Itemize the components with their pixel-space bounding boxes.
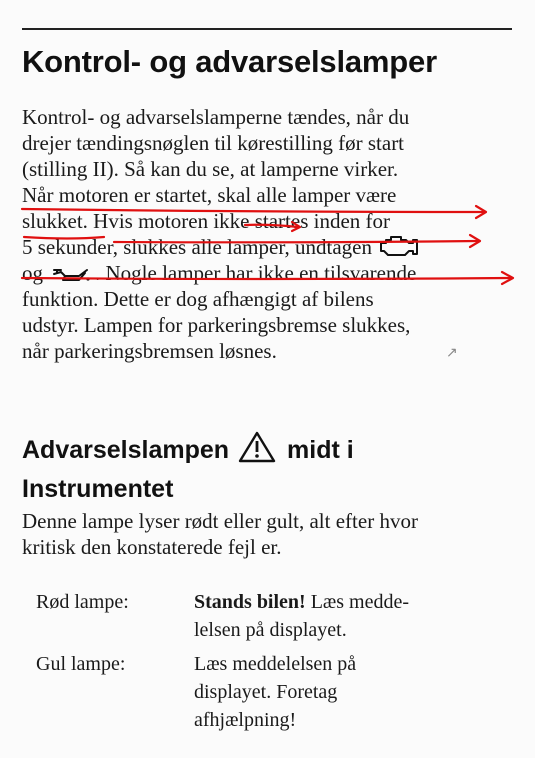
intro-paragraph [22,104,512,364]
stray-arrow-mark: ↗ [446,344,458,360]
table-row-yellow [36,650,506,740]
warning-triangle-icon [237,430,277,473]
yellow-lamp-label: Gul lampe: [36,653,126,675]
intro-line-2: drejer tændingsnøglen til kørestilling før start [22,131,405,155]
intro-line-6 [22,234,512,260]
page-title: Kontrol- og advarselslamper [22,44,437,79]
yellow-lamp-value-line-3: afhjælpning! [194,709,297,731]
section-line-1: Denne lampe lyser rødt eller gult, alt efter hvor [22,509,418,533]
intro-line-7b: . Nogle lamper har ikke en tilsvarende [95,261,417,285]
intro-line-9: udstyr. Lampen for parkeringsbremse slukkes, [22,313,411,337]
red-lamp-value-line-1 [194,588,506,616]
table-row-red [36,588,506,650]
yellow-lamp-value [194,650,506,734]
yellow-lamp-value-line-1: Læs meddelelsen på [194,653,357,675]
red-lamp-value-line-2: lelsen på displayet. [194,619,347,641]
section-heading-part-2: midt i [287,436,354,464]
intro-line-3: (stilling II). Så kan du se, at lamperne virker. [22,157,399,181]
yellow-lamp-value-line-2: displayet. Foretag [194,681,338,703]
red-lamp-emphasis: Stands bilen! [194,591,306,613]
intro-line-5: slukket. Hvis motoren ikke startes inden for [22,209,391,233]
intro-line-7a: og [22,261,43,285]
section-heading-line-2: Instrumentet [22,475,174,503]
top-rule [22,28,512,30]
intro-line-4: Når motoren er startet, skal alle lamper være [22,183,397,207]
intro-line-1: Kontrol- og advarselslamperne tændes, når du [22,105,410,129]
intro-line-6-text: 5 sekunder, slukkes alle lamper, undtagen [22,235,372,259]
section-heading-part-1: Advarselslampen [22,436,230,464]
red-lamp-text-1: Læs medde- [305,591,410,613]
red-lamp-label: Rød lampe: [36,591,129,613]
section-line-2: kritisk den konstaterede fejl er. [22,535,282,559]
red-lamp-value [194,588,506,644]
section-paragraph [22,508,512,560]
section-heading-line-1 [22,430,354,473]
intro-line-7 [22,260,512,286]
intro-line-8: funktion. Dette er dog afhængigt af bilens [22,287,374,311]
intro-line-10: når parkeringsbremsen løsnes. [22,339,277,363]
lamp-table [36,588,506,740]
